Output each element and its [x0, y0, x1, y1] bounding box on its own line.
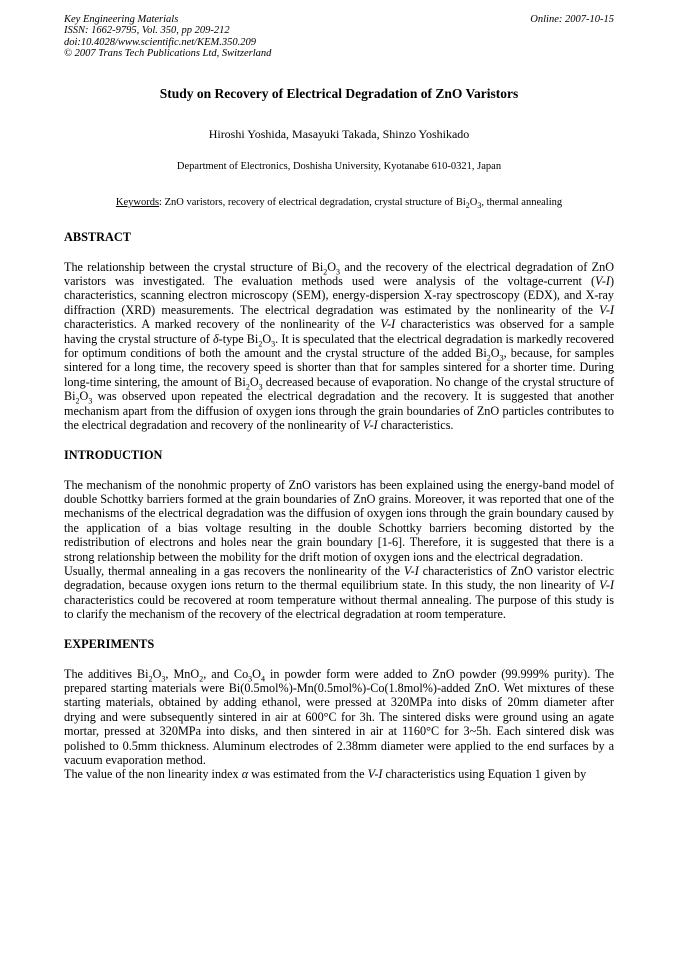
introduction-paragraph-1: The mechanism of the nonohmic property of ZnO varistors has been explained using the energy-band model of double Schottky barriers formed at the grain boundaries of ZnO grains. Moreover, it was reported that one of the mechanisms of the electrical degradation was the diffusion of oxygen ions through the grain boundary caused by the application of a bias voltage resulting in the double Schottky barriers becoming distorted by the redistribution of electrons and holes near the grain boundary [1-6]. Therefore, it is suggested that there is a strong relationship between the mobility for the drift motion of oxygen ions and the electrical degradation.	[64, 477, 614, 564]
issn-line: ISSN: 1662-9795, Vol. 350, pp 209-212	[64, 25, 230, 37]
authors: Hiroshi Yoshida, Masayuki Takada, Shinzo Yoshikado	[208, 126, 470, 141]
online-date: Online: 2007-10-15	[530, 14, 614, 25]
journal-header	[64, 14, 614, 60]
experiments-paragraph-1: The additives $Bi_2O_3$, MnO$_2$, and $Co_3O_4$ in powder form were added to ZnO powder (99.999% purity). The prepared starting materials were Bi(0.5mol%)-Mn(0.5mol%)-Co(1.8mol%)-added ZnO. Wet mixtures of these starting materials, obtained by adding ethanol, were pressed at 320MPa into disks of 20mm diameter after drying and were subsequently sintered in air at 600°C for 3h. The sintered disks were ground using an agate mortar, pressed at 320MPa into disks, and then sintered in air at 1160°C for 3~5h. Each sintered disk was polished to 0.5mm thickness. Aluminum electrodes of 2.38mm diameter were applied to the end surfaces by a vacuum evaporation method.	[64, 666, 615, 767]
keywords-label: Keywords	[115, 196, 160, 208]
introduction-paragraph-2: Usually, thermal annealing in a gas recovers the nonlinearity of the V-I characteristics of ZnO varistor electric degradation, because oxygen ions return to the thermal equilibrium state. In this study, the non linearity of V-I characteristics could be recovered at room temperature without thermal annealing. The purpose of this study is to clarify the mechanism of the recovery of the electrical degradation at room temperature.	[64, 563, 615, 622]
introduction-heading: INTRODUCTION	[64, 447, 163, 462]
experiments-paragraph-2: The value of the non linearity index α was estimated from the V-I characteristics using Equation 1 given by	[64, 767, 587, 782]
paper-title: Study on Recovery of Electrical Degradation of ZnO Varistors	[159, 85, 519, 101]
experiments-heading: EXPERIMENTS	[64, 636, 155, 651]
affiliation: Department of Electronics, Doshisha University, Kyotanabe 610-0321, Japan	[176, 160, 502, 172]
journal-name: Key Engineering Materials	[64, 14, 179, 25]
paper-page	[64, 14, 614, 782]
keywords-line: Keywords: ZnO varistors, recovery of electrical degradation, crystal structure of $Bi_2O_3$, thermal annealing	[115, 196, 563, 210]
abstract-heading: ABSTRACT	[64, 229, 131, 244]
doi-line: doi:10.4028/www.scientific.net/KEM.350.209	[64, 36, 256, 48]
abstract-paragraph: The relationship between the crystal structure of $Bi_2O_3$ and the recovery of the electrical degradation of ZnO varistors was investigated. The evaluation methods used were analysis of the voltage-current (V-I) characteristics, scanning electron microscopy (SEM), energy-dispersion X-ray spectroscopy (EDX), and X-ray diffraction (XRD) measurements. The electrical degradation was estimated by the nonlinearity of the V-I characteristics. A marked recovery of the nonlinearity of the V-I characteristics was observed for a sample having the crystal structure of δ-type $Bi_2O_3$. It is speculated that the electrical degradation is markedly recovered for optimum conditions of both the amount and the crystal structure of the added $Bi_2O_3$, because, for samples sintered for a long time, the recovery speed is shorter than that for samples sintered for a shorter time. During long-time sintering, the amount of $Bi_2O_3$ decreased because of evaporation. No change of the crystal structure of $Bi_2O_3$ was observed upon repeated the electrical degradation and the recovery. It is suggested that another mechanism apart from the diffusion of oxygen ions through the grain boundaries of ZnO particles contributes to the electrical degradation and recovery of the nonlinearity of V-I characteristics.	[64, 259, 614, 433]
copyright-line: © 2007 Trans Tech Publications Ltd, Switzerland	[64, 48, 272, 60]
